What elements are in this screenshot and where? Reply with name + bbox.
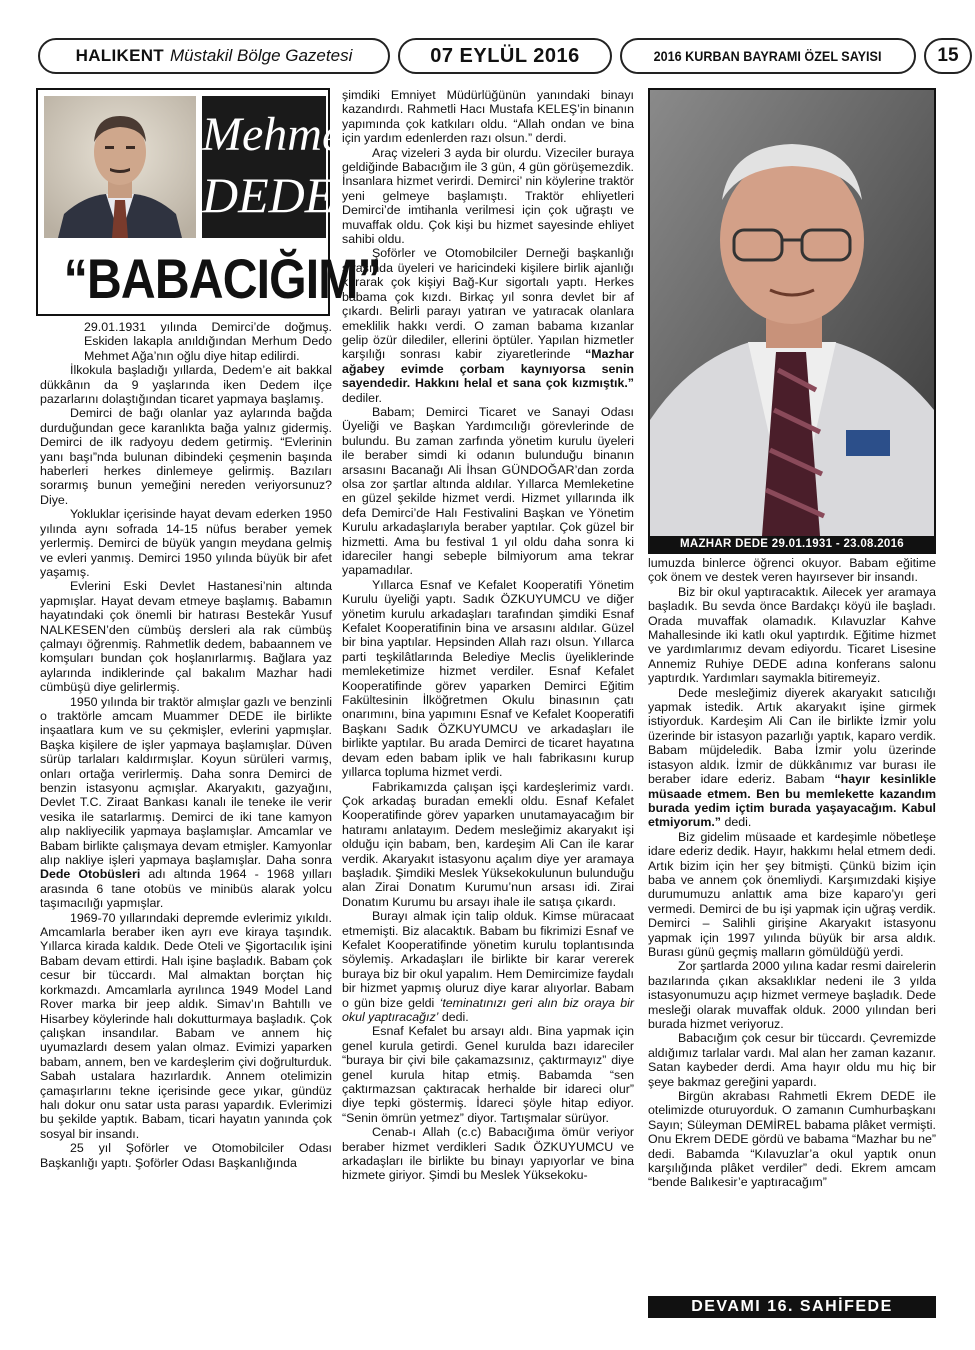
author-name-box xyxy=(202,96,357,238)
paper-name-pill xyxy=(38,38,390,74)
text-column-3 xyxy=(648,556,936,1190)
paragraph: Yıllarca Esnaf ve Kefalet Kooperatifi Yönetim Kurulu üyeliği yaptı. Sadık ÖZKUYUMCU ve diğer yönetim kurulu arkadaşları tarafından şimdiki Esnaf Kefalet Kooperatifinin bina ve arsasını aldılar. Güzel bir bina yaptılar. Hepsinden Allah razı olsun. Yıllarca parti teşkilâtlarında Belediye Meclis üyeliklerinde memleketimize hizmet verdiler. Esnaf Kefalet Kooperatifinde görev yaparken Demirci Eğitim Fakültesinin İlköğretmen Okulu binasının çatı onarımını, bina yapımını Esnaf ve Kefalet Kooperatifi Başkanı Sadık ÖZKUYUMCU ve arkadaşları ile birlikte yaptılar. Bu arada Demirci de ticaret hayatına devam eden babam iplik ve halı fabrikasını kurup yıllarca topluma hizmet verdi. xyxy=(342,577,634,780)
paragraph: Cenab-ı Allah (c.c) Babacığıma ömür veriyor beraber hizmet verdikleri Sadık ÖZKUYUMCU ve arkadaşları ile birlikte bu binayı yapıyorlar ve bina hizmete giriyor. Şimdi bu Meslek Yüksekoku- xyxy=(342,1125,634,1183)
author-last-name: DEDE xyxy=(202,167,336,223)
paragraph: Demirci de bağı olanlar yaz aylarında bağda durduğundan gece karanlıkta bağa yalnız gidermiş. Demirci de ilk radyoyu dedem getirmiş. “Evlerinin yanı başı”nda bulunan dibindeki çeşmenin başında haberleri herkes dinlemeye gelirmiş. Bazıları sorarmış bunun yemeğini nereden veriyorsunuz? Diye. xyxy=(40,406,332,507)
page-number: 15 xyxy=(924,38,972,74)
photo-caption: MAZHAR DEDE 29.01.1931 - 23.08.2016 xyxy=(650,536,934,552)
paragraph-text: dedi. xyxy=(724,815,752,830)
continued-on-banner[interactable]: DEVAMI 16. SAHİFEDE xyxy=(648,1296,936,1318)
text-column-2 xyxy=(342,88,634,1183)
paragraph: 25 yıl Şoförler ve Otomobilciler Odası Başkanlığı yaptı. Şoförler Odası Başkanlığında xyxy=(40,1141,332,1170)
subject-photo-image xyxy=(650,90,934,536)
page-header xyxy=(38,38,959,74)
paragraph: Zor şartlarda 2000 yılına kadar resmi dairelerin bazılarında çıkan aksaklıklar nedeni ile 3 yılda istasyonumuzu açıp hizmet vermeye başladık. Dede mesleği olarak muvaffak olduk. 2000 yılından beri burada hizmet veriyoruz. xyxy=(648,959,936,1031)
paragraph: Biz bir okul yaptıracaktık. Ailecek yer aramaya başladık. Bu sevda önce Bardakçı köyü ile başladı. Orada muvaffak olamadık. Kılavuzlar Kahve Mahallesinde iki katlı okul yaptırdık. Eğitime hizmet ve yardımlarımız devam ediyordu. Ticaret Lisesine Annemiz Ruhiye DEDE adına konferans salonu yaptırdık. Yardımları saymakla bitiremeyiz. xyxy=(648,584,936,686)
bold-phrase: Dede Otobüsleri xyxy=(40,867,141,882)
paragraph-text: Şoförler ve Otomobilciler Derneği başkanlığı sırasında üyeleri ve haricindeki kişilere birlik ajanlığı kurarak çok kişiyi Bağ-Kur sigortalı yaptı. Herkes babama çok kızdı. Birkaç yıl sonra devlet bir af çıkardı. Belirli parayı yatıran ve yatıracak olanlara emeklilik hakkı verdi. O zaman babama kızanlar gelip özür dilediler, ellerini öptüler. Yapılan hizmetler karşılığı sonrası kabir ziyaretlerinde xyxy=(342,246,634,362)
paragraph-text: dedi. xyxy=(441,1010,469,1024)
paragraph: Birgün akrabası Rahmetli Ekrem DEDE ile otelimizde oturuyorduk. O zamanın Cumhurbaşkanı Sayın; Süleyman DEMİREL babama plâket vermişti. Onu Ekrem DEDE gördü ve babama “Mazhar bu ne” dedi. Babamda “Kılavuzlar’a okul yaptık onun karşılığında plâket verdiler” dedi. Ekrem amcam “bende Balıkesir’e yaptıracağım” xyxy=(648,1089,936,1190)
paragraph xyxy=(342,909,634,1024)
paragraph xyxy=(40,695,332,911)
paragraph: Babacığım çok cesur bir tüccardı. Çevremizde aldığımız tarlalar vardı. Mal alan her zaman kazanır. Satan kaybeder derdi. Ama hayır oldu mu hiç bir şeye bakmaz gereğini yapardı. xyxy=(648,1031,936,1089)
paragraph-text: Dede mesleğimiz diyerek akaryakıt satıcılığı yapmak istedik. Artık akaryakıt işine girmek istiyorduk. Kardeşim Ali Can ile birlikte İzmir yolu üzerinde bir istasyon pazarlığı yaptık, kaparo verdik. Babam müjdeledik. Baba İzmir yolu üzerinde istasyon aldık. İzmir de dükkânımız var burası ile beraber idare ederiz. Babam xyxy=(648,685,936,787)
issue-title-pill xyxy=(620,38,916,74)
paragraph-text: Burayı almak için talip olduk. Kimse müracaat etmemişti. Biz alacaktık. Babam bu fikrimizi Esnaf ve Kefalet Kooperatifinde yönetim kurulu toplantısında söylemiş. Arkadaşları ile birlikte bir karar vererek buraya biz bir okul yapalım. Hem Demircimize faydalı bir hizmet yapmış oluruz diye karar alıyorlar. Babam o gün bize geldi xyxy=(342,909,634,1010)
paragraph: Fabrikamızda çalışan işçi kardeşlerimiz vardı. Çok arkadaş buradan emekli oldu. Esnaf Kefalet Kooperatifinde görev yaparken unutamayacağım bir hatıramı anlatayım. Dedem mesleğimiz akaryakıt işi olduğu için babam, ben, kardeşim Ali Can ile karar verdik. Akaryakıt istasyonu açalım diye yer aramaya başladık. Şimdiki Meslek Yüksekokulunun bulunduğu alan Zirai Donatım Kurumu’nun arsası idi. Zirai Donatım Kurumu bu arsayı ihale ile satışa çıkardı. xyxy=(342,779,634,909)
author-portrait xyxy=(44,96,196,238)
paragraph: İlkokula başladığı yıllarda, Dedem’e ait bakkal dükkânın da 9 yaşlarında iken Dedem ilçe pazarlarını dolaştığından ticaret yapmaya başlamış. xyxy=(40,363,332,407)
paragraph: 29.01.1931 yılında Demirci’de doğmuş. Eskiden lakapla anıldığından Merhum Dedo Mehmet Ağa’nın oğlu diye hitap edilirdi. xyxy=(84,320,332,363)
paragraph: Biz gidelim müsaade et kardeşimle nöbetleşe idare ederiz dedik. Hayır, hakkımı helal etmem dedi. Artık bizim için her şey bitmişti. Çünkü bizim için baba ve annem çok önemliydi. Karşımızdaki kişiye durumumuzu anlattık ama bize kaparo’yı geri vermedi. Demirci de bu işi yapmak için uğraş verdik. Demirci – Salihli girişine Akaryakıt istasyonu yapmak için 1997 yılında büyük bir arsa aldık. Burası günü geçmiş malların gömüldüğü yerdi. xyxy=(648,829,936,959)
paragraph: şimdiki Emniyet Müdürlüğünün yanındaki binayı kazandırdı. Rahmetli Hacı Mustafa KELEŞ’in binanın yapımında çok katkıları oldu. “Allah ondan ve bina için yardım edenlerden razı olsun.” derdi. xyxy=(342,88,634,146)
paragraph: Araç vizeleri 3 ayda bir olurdu. Vizeciler buraya geldiğinde Babacığım ile 3 gün, 4 gün görüşemezdik. İnsanlara hizmet verirdi. Demirci’ nin köylerine traktör yeni gelmeye başlamıştı. Traktör ehliyetleri Demirci’de imtihanla verilmesi için çok uğraştı ve muvaffak oldu. Çok kişi bu hizmet sayesinde ehliyet sahibi oldu. xyxy=(342,145,634,247)
issue-title: 2016 KURBAN BAYRAMI ÖZEL SAYISI xyxy=(654,48,882,64)
article-hero xyxy=(36,88,381,316)
subject-photo xyxy=(648,88,936,554)
text-column-1 xyxy=(40,320,332,1170)
paragraph: lumuzda binlerce öğrenci okuyor. Babam eğitime çok önem ve destek veren hayırsever bir insandı. xyxy=(648,556,936,585)
paragraph xyxy=(648,686,936,830)
paragraph-text: dediler. xyxy=(342,390,382,405)
paragraph: 1969-70 yıllarındaki depremde evlerimiz yıkıldı. Amcamlarla beraber iken ayrı eve kiraya taşındık. Yıllarca kirada kaldık. Dede Oteli ve Şigortacılık işini Babam devam ettirdi. Halı işine başladık. Babam çok cesur bir tüccardı. Mal almaktan borçtan hiç korkmazdı. Amcamlarla ayrılınca 1949 Model Land Rover marka bir jeep aldık. Simav’ın Bahtıllı ve Hisarbey köylerinde halı dokutturmaya başladık. Çok çalışkan insandılar. Babam ve annem hiç uyumazlardı desem yalan olmaz. Evimizi yaparken babam, annem, ben ve kardeşlerim çivi doğrulturduk. Sabah ustalara hazırlardık. Annem otelimizin çamaşırlarını tekne içerisinde gece yıkar, gündüz halı dokur onu satar usta parası yapardık. Evlerimizi bu şekilde yaptık. Babam, ticari hayatın yanında çok sosyal bir insandı. xyxy=(40,910,332,1141)
paragraph: Babam; Demirci Ticaret ve Sanayi Odası Üyeliği ve Başkan Yardımcılığı görevlerinde de bulundu. Bu zaman zarfında yönetim kurulu üyeleri ile beraber simdi ki odanın bulunduğu binanın arsasını Bacanağı Ali İhsan GÜNDOĞAR’dan zorda olsa zor şartlar altında aldılar. Yıllarca Memleketine en güzel şekilde hizmet verdi. Hizmet yıllarında ilk defa Demirci’de Halı Festivalini Başkan ve Yönetim Kurulu arkadaşlarıyla beraber yaptılar. Çok güzel bir hizmetti. Ama bu festival 1 yıl oldu daha sonra ki idareciler hangi sebeple bilmiyorum ama tekrar yapamadılar. xyxy=(342,404,634,578)
bold-quote: “Mazhar ağabey evimde çorbam kaynıyorsa senin sayendedir. Hakkını helal et sana çok kızmıştık.” xyxy=(342,347,634,391)
article-headline xyxy=(38,247,381,310)
paragraph-text: 1950 yılında bir traktör almışlar gazlı ve benzinli o traktörle amcam Muammer DEDE ile birlikte inşaatlara kum ve su çekmişler, evlerini yapmışlar. Başka kişilere de işler yapmaya başlamışlar. Düven sürüp tarlaları kaldırmışlar. Koyun sürüleri varmış, onları ortağa verirlermiş. Daha sonra Demirci de benzin istasyonu açmışlar. Akaryakıtı, gazyağını, Devlet T.C. Ziraat Bankası kanalı ile teneke ile verir vesika ile satarlarmış. Demirci de iki tane kamyon alıp nakliyecilik yapmaya başlamışlar. Amcamlar ve Babam birlikte çalışmaya devam etmişler. Kamyonlar alıp nakliye işleri yapmaya başlamışlar. Daha sonra xyxy=(40,694,332,868)
paragraph: Yokluklar içerisinde hayat devam ederken 1950 yılında aynı sofrada 14-15 nüfus beraber yemek yerlermiş. Demirci de büyük yangın meydana gelmiş ve evleri yanmış. Demirci 1950 yılında büyük bir afet yaşamış. xyxy=(40,507,332,579)
paragraph: Esnaf Kefalet bu arsayı aldı. Bina yapmak için genel kurula getirdi. Genel kurulda bazı idareciler “buraya bir çivi bile çakamazsınız, çaktırmayız” diye genel kurula hitap etmiş. Babamda “sen çaktırmazsan çaktıracak herhalde bir idareci olur” diye tepki göstermiş. İdareci şöyle hitap ediyor. “Senin ömrün yetmez” diyor. Tartışmalar sürüyor. xyxy=(342,1024,634,1125)
author-first-name: Mehmet xyxy=(202,108,357,161)
paragraph xyxy=(342,246,634,404)
issue-date: 07 EYLÜL 2016 xyxy=(398,38,612,74)
paper-subtitle: Müstakil Bölge Gazetesi xyxy=(169,46,353,65)
paper-name: HALIKENT xyxy=(75,46,164,65)
italic-quote: ‘teminatınızı geri alın biz oraya bir okul yaptıracağız’ xyxy=(342,995,634,1024)
paragraph: Evlerini Eski Devlet Hastanesi’nin altında yapmışlar. Hayat devam etmeye başlamış. Babamın hayatındaki çok önemli bir hatırası Bestekâr Yusuf NALKESEN’den cümbüş dersleri ala rak cümbüş çalmayı öğrenmiş. Rahmetlik dedem, babaannem ve komşuları bundan çok hoşlanırlarmış. Bağlara yaz aylarında indiklerinde çal bakalım Mazhar hadi cümbüşü diye gelirlermiş. xyxy=(40,579,332,695)
paragraph-text: adı altında 1964 - 1968 yılları arasında 6 tane otobüs ve minibüs alarak yolcu taşımacılığı yapmışlar. xyxy=(40,867,333,911)
bold-quote: “hayır kesinlikle müsaade etmem. Ben bu memlekette kazandım burada yedim içtim burada yaşayacağım. Kabul etmiyorum.” xyxy=(648,772,936,830)
headline-text: “BABACIĞIM” xyxy=(63,247,381,310)
